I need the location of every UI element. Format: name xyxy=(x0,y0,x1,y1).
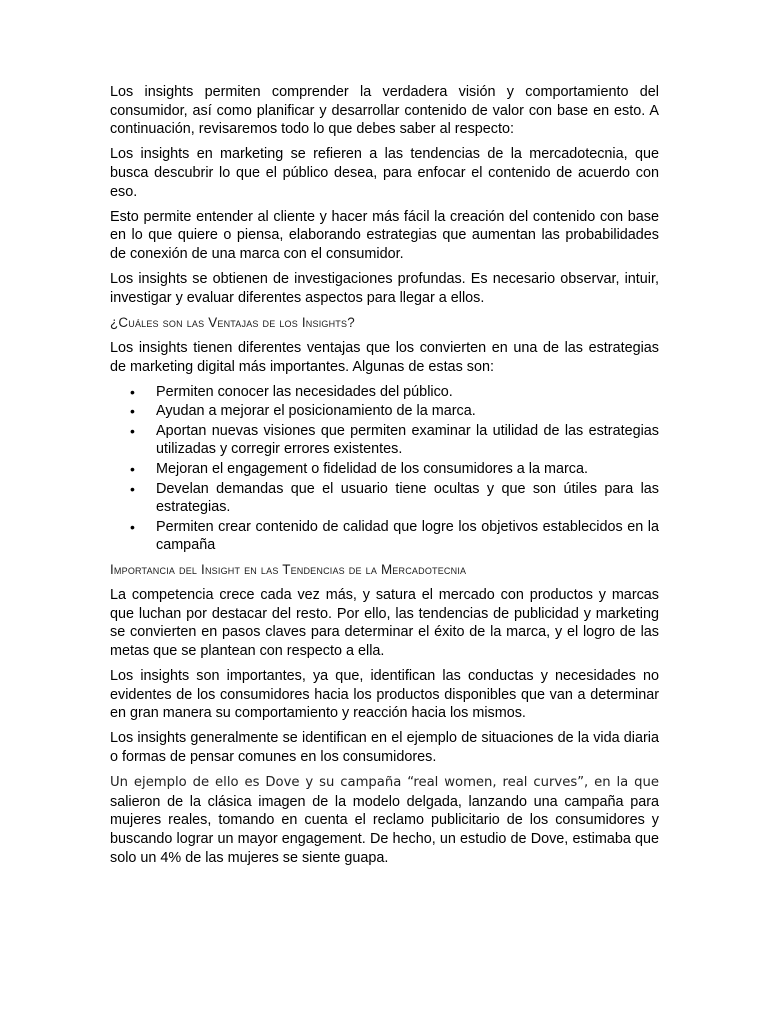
bullet-icon: • xyxy=(130,480,135,497)
intro-paragraph-3: Esto permite entender al cliente y hacer más fácil la creación del contenido con base en lo que quiere o piensa, elaborando estrategias que aumentan las probabilidades de conexión de una marca con el consumidor. xyxy=(110,208,659,262)
list-item-text: Mejoran el engagement o fidelidad de los consumidores a la marca. xyxy=(156,461,588,478)
list-item-text: Develan demandas que el usuario tiene ocultas y que son útiles para las estrategias. xyxy=(156,480,659,516)
list-item-text: Permiten conocer las necesidades del público. xyxy=(156,383,453,400)
importance-paragraph-1: La competencia crece cada vez más, y satura el mercado con productos y marcas que luchan por destacar del resto. Por ello, las tendencias de publicidad y marketing se convierten en pasos claves para determinar el éxito de la marca, y el logro de las metas que se plantean con respecto a ella. xyxy=(110,587,659,659)
section-heading-advantages: ¿Cuáles son las Ventajas de los Insights? xyxy=(110,314,355,330)
list-item xyxy=(110,422,659,459)
list-item xyxy=(110,460,659,479)
bullet-icon: • xyxy=(130,422,135,439)
bullet-icon: • xyxy=(130,518,135,535)
dove-example-paragraph xyxy=(110,773,659,867)
document-page xyxy=(110,83,659,874)
bullet-icon: • xyxy=(130,403,135,420)
list-item xyxy=(110,383,659,402)
dove-example-lead: Un ejemplo de ello es Dove y su campaña “real women, real curves”, en la que xyxy=(110,775,659,791)
dove-example-rest: salieron de la clásica imagen de la modelo delgada, lanzando una campaña para mujeres reales, tomando en cuenta el reclamo publicitario de los consumidores y buscando lograr un mayor engagement. De hecho, un estudio de Dove, estimaba que solo un 4% de las mujeres se siente guapa. xyxy=(110,793,659,866)
list-item-text: Aportan nuevas visiones que permiten examinar la utilidad de las estrategias utilizadas y corregir errores existentes. xyxy=(156,422,659,458)
importance-paragraph-2: Los insights son importantes, ya que, identifican las conductas y necesidades no evidentes de los consumidores hacia los productos disponibles que van a determinar en gran manera su comportamiento y reacción hacia los mismos. xyxy=(110,668,659,722)
list-item-text: Permiten crear contenido de calidad que logre los objetivos establecidos en la campaña xyxy=(156,518,659,554)
intro-paragraph-2: Los insights en marketing se refieren a las tendencias de la mercadotecnia, que busca descubrir lo que el público desea, para enfocar el contenido de acuerdo con eso. xyxy=(110,146,659,200)
importance-paragraph-3: Los insights generalmente se identifican en el ejemplo de situaciones de la vida diaria o formas de pensar comunes en los consumidores. xyxy=(110,730,659,765)
list-item xyxy=(110,402,659,421)
intro-paragraph-4: Los insights se obtienen de investigaciones profundas. Es necesario observar, intuir, investigar y evaluar diferentes aspectos para llegar a ellos. xyxy=(110,271,659,306)
section-heading-importance: Importancia del Insight en las Tendencias de la Mercadotecnia xyxy=(110,562,467,578)
bullet-icon: • xyxy=(130,461,135,478)
intro-paragraph-1: Los insights permiten comprender la verdadera visión y comportamiento del consumidor, así como planificar y desarrollar contenido de valor con base en esto. A continuación, revisaremos todo lo que debes saber al respecto: xyxy=(110,84,659,138)
list-item xyxy=(110,518,659,555)
list-item xyxy=(110,480,659,517)
list-item-text: Ayudan a mejorar el posicionamiento de la marca. xyxy=(156,403,476,420)
bullet-icon: • xyxy=(130,383,135,400)
advantages-list xyxy=(110,383,659,555)
advantages-intro-paragraph: Los insights tienen diferentes ventajas que los convierten en una de las estrategias de marketing digital más importantes. Algunas de estas son: xyxy=(110,339,659,375)
